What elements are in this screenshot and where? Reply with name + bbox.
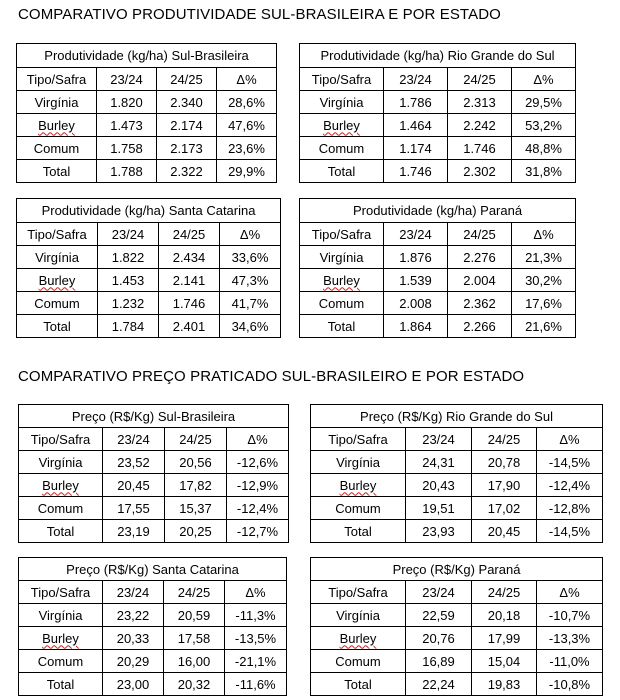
table-cell: 1.464: [384, 114, 448, 137]
column-header: Tipo/Safra: [17, 223, 98, 246]
row-label: Total: [311, 520, 406, 543]
table-cell: 23,19: [103, 520, 165, 543]
table-title: Preço (R$/Kg) Paraná: [311, 558, 603, 581]
column-header: Tipo/Safra: [311, 581, 406, 604]
table-row: [17, 114, 277, 137]
table-header-row: [19, 581, 287, 604]
table-row: [17, 315, 281, 338]
table-row: [17, 137, 277, 160]
table-cell: 29,9%: [217, 160, 277, 183]
table-title: Produtividade (kg/ha) Rio Grande do Sul: [300, 44, 576, 68]
table-cell: 2.266: [448, 315, 512, 338]
table-cell: 28,6%: [217, 91, 277, 114]
table-header-row: [300, 223, 576, 246]
table-cell: 21,3%: [512, 246, 576, 269]
column-header: Δ%: [512, 68, 576, 91]
table-cell: 20,59: [164, 604, 225, 627]
row-label-text: Burley: [323, 272, 360, 288]
table-cell: 2.340: [157, 91, 217, 114]
row-label: Comum: [17, 292, 98, 315]
row-label-text: Burley: [38, 117, 75, 133]
table-title-row: [300, 44, 576, 68]
table-row: [311, 451, 603, 474]
table-row: [311, 497, 603, 520]
table-cell: 24,31: [406, 451, 472, 474]
table-title-row: [17, 199, 281, 223]
table-cell: 20,18: [472, 604, 537, 627]
column-header: Δ%: [227, 428, 289, 451]
row-label: Virgínia: [19, 604, 103, 627]
table-cell: -14,5%: [537, 520, 603, 543]
row-label: [19, 474, 103, 497]
table-cell: -12,8%: [537, 497, 603, 520]
column-header: 24/25: [164, 581, 225, 604]
table-row: [311, 474, 603, 497]
column-header: Δ%: [537, 581, 603, 604]
table-cell: 1.174: [384, 137, 448, 160]
column-header: 23/24: [97, 68, 157, 91]
table-cell: 1.876: [384, 246, 448, 269]
table-cell: 1.864: [384, 315, 448, 338]
table-cell: 1.758: [97, 137, 157, 160]
row-label: Total: [300, 160, 384, 183]
column-header: Tipo/Safra: [19, 428, 103, 451]
table-cell: 47,3%: [220, 269, 281, 292]
table-cell: 23,6%: [217, 137, 277, 160]
table-cell: -10,7%: [537, 604, 603, 627]
column-header: 24/25: [165, 428, 227, 451]
table-cell: 1.746: [448, 137, 512, 160]
table-row: [19, 627, 287, 650]
table-cell: 30,2%: [512, 269, 576, 292]
row-label: Virgínia: [311, 604, 406, 627]
table-cell: 31,8%: [512, 160, 576, 183]
row-label-text: Burley: [42, 630, 79, 646]
column-header: Tipo/Safra: [311, 428, 406, 451]
row-label: [311, 627, 406, 650]
table-row: [300, 292, 576, 315]
table-cell: 1.788: [97, 160, 157, 183]
price-table-sul-brasileira: [18, 404, 289, 543]
table-cell: 48,8%: [512, 137, 576, 160]
table-row: [19, 497, 289, 520]
row-label: Total: [17, 315, 98, 338]
price-table-rio-grande-do-sul: [310, 404, 603, 543]
table-cell: 1.473: [97, 114, 157, 137]
table-row: [17, 246, 281, 269]
table-cell: 20,29: [103, 650, 164, 673]
table-row: [17, 91, 277, 114]
column-header: Δ%: [220, 223, 281, 246]
column-header: Δ%: [217, 68, 277, 91]
table-cell: -21,1%: [225, 650, 287, 673]
table-cell: 20,56: [165, 451, 227, 474]
table-cell: 2.174: [157, 114, 217, 137]
table-cell: 1.453: [98, 269, 159, 292]
table-row: [17, 160, 277, 183]
column-header: 23/24: [406, 428, 472, 451]
table-title-row: [311, 405, 603, 428]
table-cell: -12,4%: [227, 497, 289, 520]
table-cell: -12,7%: [227, 520, 289, 543]
table-cell: 19,51: [406, 497, 472, 520]
table-cell: 21,6%: [512, 315, 576, 338]
table-row: [19, 451, 289, 474]
row-label: Virgínia: [17, 91, 97, 114]
table-cell: 29,5%: [512, 91, 576, 114]
column-header: Tipo/Safra: [300, 68, 384, 91]
table-cell: 16,89: [406, 650, 472, 673]
column-header: Δ%: [225, 581, 287, 604]
table-title: Produtividade (kg/ha) Paraná: [300, 199, 576, 223]
table-row: [311, 604, 603, 627]
row-label-text: Burley: [339, 630, 377, 646]
table-cell: 2.173: [157, 137, 217, 160]
table-row: [19, 474, 289, 497]
table-cell: -13,3%: [537, 627, 603, 650]
table-row: [17, 292, 281, 315]
column-header: Tipo/Safra: [19, 581, 103, 604]
table-cell: -10,8%: [537, 673, 603, 696]
column-header: 23/24: [103, 581, 164, 604]
table-row: [300, 114, 576, 137]
table-title: Preço (R$/Kg) Sul-Brasileira: [19, 405, 289, 428]
table-cell: 2.313: [448, 91, 512, 114]
row-label: Total: [311, 673, 406, 696]
row-label: [17, 269, 98, 292]
table-row: [300, 91, 576, 114]
column-header: 24/25: [448, 68, 512, 91]
productivity-table-parana: [299, 198, 576, 338]
row-label: Virgínia: [300, 91, 384, 114]
table-cell: 33,6%: [220, 246, 281, 269]
column-header: Δ%: [537, 428, 603, 451]
price-table-santa-catarina: [18, 557, 287, 696]
row-label: Comum: [300, 292, 384, 315]
column-header: 23/24: [384, 68, 448, 91]
table-row: [300, 246, 576, 269]
table-cell: 20,32: [164, 673, 225, 696]
table-cell: 41,7%: [220, 292, 281, 315]
row-label-text: Burley: [38, 272, 76, 288]
row-label-text: Burley: [42, 477, 79, 493]
productivity-table-santa-catarina: [16, 198, 281, 338]
row-label-text: Burley: [339, 477, 377, 493]
table-cell: 19,83: [472, 673, 537, 696]
table-cell: 17,02: [472, 497, 537, 520]
row-label: Virgínia: [17, 246, 98, 269]
column-header: 24/25: [472, 581, 537, 604]
table-cell: -12,4%: [537, 474, 603, 497]
table-cell: 23,00: [103, 673, 164, 696]
table-cell: 20,45: [472, 520, 537, 543]
table-title: Produtividade (kg/ha) Santa Catarina: [17, 199, 281, 223]
row-label: Comum: [19, 650, 103, 673]
price-heading: COMPARATIVO PREÇO PRATICADO SUL-BRASILEIRO E POR ESTADO: [18, 368, 525, 385]
table-row: [19, 673, 287, 696]
table-cell: 22,24: [406, 673, 472, 696]
row-label: [300, 114, 384, 137]
table-cell: -13,5%: [225, 627, 287, 650]
table-row: [300, 315, 576, 338]
table-cell: 17,90: [472, 474, 537, 497]
table-cell: 15,04: [472, 650, 537, 673]
table-cell: 17,55: [103, 497, 165, 520]
table-cell: 20,76: [406, 627, 472, 650]
price-table-parana: [310, 557, 603, 696]
table-header-row: [19, 428, 289, 451]
row-label: [300, 269, 384, 292]
column-header: Δ%: [512, 223, 576, 246]
column-header: 23/24: [103, 428, 165, 451]
table-title-row: [300, 199, 576, 223]
table-cell: 23,93: [406, 520, 472, 543]
table-cell: -12,9%: [227, 474, 289, 497]
table-header-row: [300, 68, 576, 91]
row-label: Total: [17, 160, 97, 183]
productivity-table-sul-brasileira: [16, 43, 277, 183]
table-title: Preço (R$/Kg) Santa Catarina: [19, 558, 287, 581]
table-cell: 22,59: [406, 604, 472, 627]
column-header: 23/24: [406, 581, 472, 604]
table-row: [19, 604, 287, 627]
table-header-row: [311, 581, 603, 604]
table-cell: 16,00: [164, 650, 225, 673]
productivity-table-rio-grande-do-sul: [299, 43, 576, 183]
table-cell: 2.401: [159, 315, 220, 338]
row-label: Comum: [300, 137, 384, 160]
row-label: Comum: [311, 497, 406, 520]
table-cell: 20,78: [472, 451, 537, 474]
table-cell: 1.822: [98, 246, 159, 269]
table-cell: -11,6%: [225, 673, 287, 696]
table-cell: 2.008: [384, 292, 448, 315]
table-row: [300, 137, 576, 160]
column-header: 24/25: [472, 428, 537, 451]
row-label: [17, 114, 97, 137]
row-label: Comum: [311, 650, 406, 673]
row-label: Total: [19, 673, 103, 696]
row-label: Virgínia: [311, 451, 406, 474]
table-title-row: [19, 405, 289, 428]
table-row: [300, 269, 576, 292]
table-title: Preço (R$/Kg) Rio Grande do Sul: [311, 405, 603, 428]
row-label: Virgínia: [19, 451, 103, 474]
table-title-row: [311, 558, 603, 581]
table-row: [19, 650, 287, 673]
table-cell: 1.820: [97, 91, 157, 114]
table-header-row: [17, 68, 277, 91]
column-header: 24/25: [448, 223, 512, 246]
table-cell: 34,6%: [220, 315, 281, 338]
row-label: Virgínia: [300, 246, 384, 269]
row-label: Total: [19, 520, 103, 543]
table-cell: 1.232: [98, 292, 159, 315]
table-cell: 17,58: [164, 627, 225, 650]
row-label: Total: [300, 315, 384, 338]
table-cell: -14,5%: [537, 451, 603, 474]
table-row: [19, 520, 289, 543]
table-cell: -11,0%: [537, 650, 603, 673]
table-row: [311, 673, 603, 696]
table-cell: -11,3%: [225, 604, 287, 627]
table-cell: 53,2%: [512, 114, 576, 137]
table-title-row: [17, 44, 277, 68]
table-cell: 23,52: [103, 451, 165, 474]
table-cell: 15,37: [165, 497, 227, 520]
table-cell: 20,43: [406, 474, 472, 497]
table-cell: 1.746: [159, 292, 220, 315]
table-header-row: [311, 428, 603, 451]
row-label: Comum: [19, 497, 103, 520]
row-label-text: Burley: [323, 117, 360, 133]
table-row: [17, 269, 281, 292]
table-cell: 20,45: [103, 474, 165, 497]
table-cell: 20,33: [103, 627, 164, 650]
table-row: [300, 160, 576, 183]
table-cell: 17,6%: [512, 292, 576, 315]
row-label: [19, 627, 103, 650]
table-row: [311, 650, 603, 673]
row-label: [311, 474, 406, 497]
table-cell: 2.141: [159, 269, 220, 292]
table-row: [311, 520, 603, 543]
table-cell: 23,22: [103, 604, 164, 627]
table-title-row: [19, 558, 287, 581]
column-header: 23/24: [98, 223, 159, 246]
table-cell: 17,99: [472, 627, 537, 650]
table-cell: -12,6%: [227, 451, 289, 474]
table-title: Produtividade (kg/ha) Sul-Brasileira: [17, 44, 277, 68]
productivity-heading: COMPARATIVO PRODUTIVIDADE SUL-BRASILEIRA E POR ESTADO: [18, 6, 501, 23]
table-cell: 2.004: [448, 269, 512, 292]
column-header: Tipo/Safra: [17, 68, 97, 91]
table-row: [311, 627, 603, 650]
table-cell: 1.786: [384, 91, 448, 114]
table-cell: 2.242: [448, 114, 512, 137]
table-cell: 1.784: [98, 315, 159, 338]
column-header: Tipo/Safra: [300, 223, 384, 246]
table-cell: 2.322: [157, 160, 217, 183]
table-cell: 47,6%: [217, 114, 277, 137]
column-header: 24/25: [157, 68, 217, 91]
table-cell: 2.302: [448, 160, 512, 183]
table-cell: 1.539: [384, 269, 448, 292]
table-cell: 2.362: [448, 292, 512, 315]
column-header: 24/25: [159, 223, 220, 246]
table-header-row: [17, 223, 281, 246]
table-cell: 17,82: [165, 474, 227, 497]
column-header: 23/24: [384, 223, 448, 246]
row-label: Comum: [17, 137, 97, 160]
table-cell: 2.276: [448, 246, 512, 269]
table-cell: 1.746: [384, 160, 448, 183]
table-cell: 2.434: [159, 246, 220, 269]
table-cell: 20,25: [165, 520, 227, 543]
